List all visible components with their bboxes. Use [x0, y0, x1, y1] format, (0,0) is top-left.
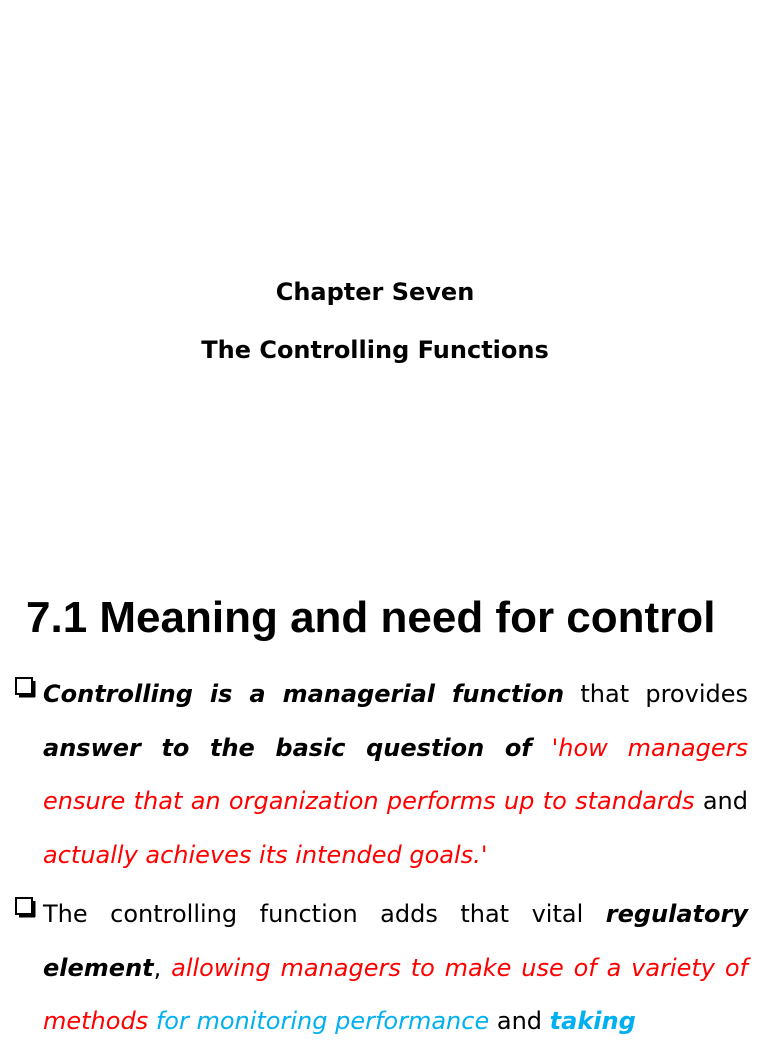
text-red-italic: actually achieves its intended goals.' [43, 840, 488, 869]
hollow-square-icon [14, 896, 36, 918]
text-plain: The controlling function adds that vital [43, 900, 606, 928]
text-plain: and [694, 787, 749, 815]
bullet-text [43, 668, 748, 882]
text-bold-italic: Controlling is a managerial function [43, 680, 565, 708]
bullet-item [14, 668, 748, 882]
text-plain: that provides [564, 680, 748, 708]
text-red-italic: 'how managers ensure that an organization performs up to standards [43, 733, 749, 815]
text-plain: , [153, 953, 172, 982]
text-bold-italic: regulatory element [43, 900, 748, 982]
text-red-italic: allowing managers to make use of a variety of methods [43, 953, 748, 1035]
chapter-label: Chapter Seven [275, 278, 475, 306]
text-plain [532, 734, 552, 762]
text-plain: and [489, 1007, 550, 1035]
text-bold-italic: answer to the basic question of [43, 733, 532, 762]
section-heading: 7.1 Meaning and need for control [26, 593, 716, 642]
chapter-title: The Controlling Functions [201, 336, 549, 364]
text-blue-italic: for monitoring performance [155, 1007, 490, 1035]
bullet-item [14, 888, 748, 1049]
text-plain [148, 1007, 156, 1035]
hollow-square-icon [14, 676, 36, 698]
text-blue-bold-italic: taking [549, 1007, 636, 1035]
bullet-text [43, 888, 748, 1049]
